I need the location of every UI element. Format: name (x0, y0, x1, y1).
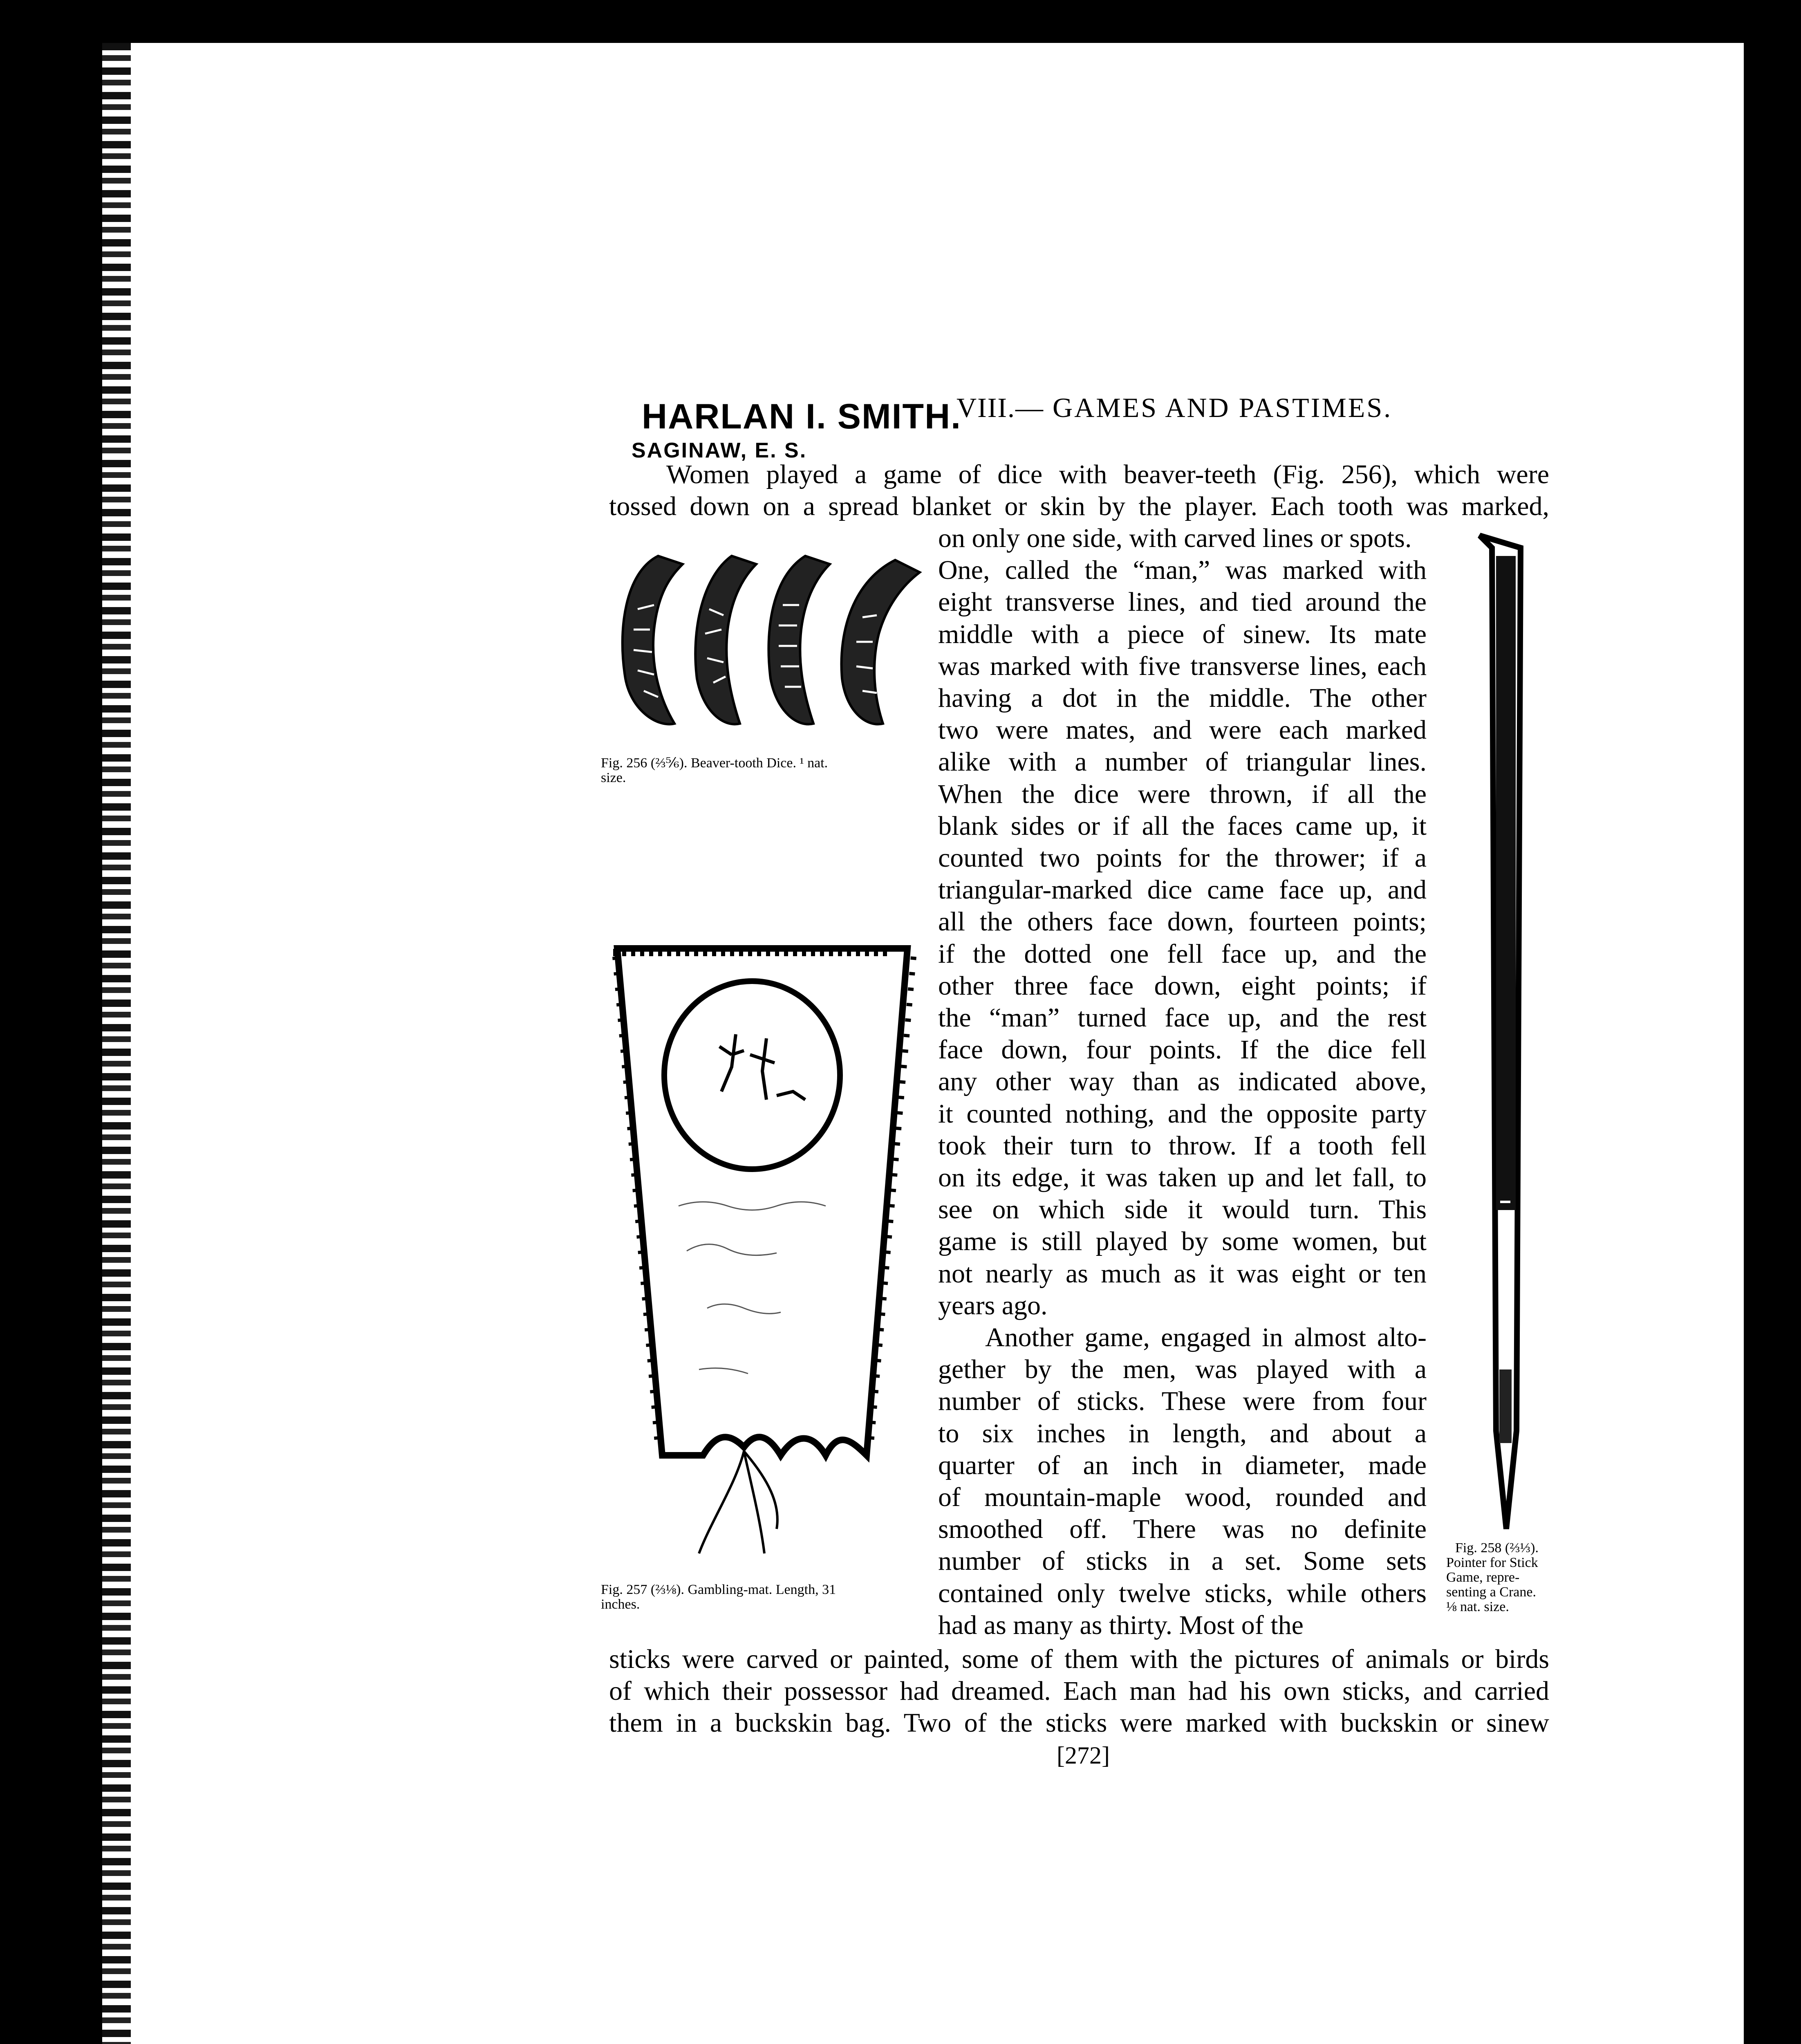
text-line: them in a buckskin bag. Two of the sticks were marked with buckskin or sinew (609, 1708, 1549, 1738)
pointer-stick-figure (1467, 531, 1537, 1537)
text-line: game is still played by some women, but (938, 1226, 1427, 1257)
owner-stamp-place: SAGINAW, E. S. (632, 439, 807, 462)
fig258-caption: senting a Crane. (1446, 1585, 1536, 1600)
text-line: gether by the men, was played with a (938, 1354, 1427, 1385)
gambling-mat-figure (605, 940, 924, 1574)
text-line: One, called the “man,” was marked with (938, 555, 1427, 585)
text-line: Women played a game of dice with beaver-teeth (Fig. 256), which were (666, 459, 1549, 489)
text-line: alike with a number of triangular lines. (938, 747, 1427, 777)
text-line: had as many as thirty. Most of the (938, 1610, 1304, 1640)
fig258-caption: Game, repre- (1446, 1570, 1520, 1585)
text-line: number of sticks in a set. Some sets (938, 1546, 1427, 1576)
text-line: the “man” turned face up, and the rest (938, 1003, 1427, 1033)
text-line: see on which side it would turn. This (938, 1195, 1427, 1225)
text-line: on only one side, with carved lines or spots. (938, 523, 1412, 553)
text-line: on its edge, it was taken up and let fall, to (938, 1163, 1427, 1192)
text-line: was marked with five transverse lines, each (938, 651, 1427, 681)
text-line: of which their possessor had dreamed. Each man had his own sticks, and carried (609, 1676, 1549, 1706)
text-line: number of sticks. These were from four (938, 1386, 1427, 1416)
text-line: other three face down, eight points; if (938, 970, 1427, 1001)
text-line: counted two points for the thrower; if a (938, 843, 1427, 873)
text-line: blank sides or if all the faces came up, it (938, 811, 1427, 841)
text-line: smoothed off. There was no definite (938, 1514, 1427, 1544)
text-line: middle with a piece of sinew. Its mate (938, 619, 1427, 649)
scan-border-right (1744, 0, 1801, 2044)
text-line: quarter of an inch in diameter, made (938, 1450, 1427, 1480)
text-line: all the others face down, fourteen points; (938, 907, 1427, 937)
text-line: years ago. (938, 1290, 1048, 1320)
scan-border-top (0, 0, 1801, 43)
text-line: not nearly as much as it was eight or ten (938, 1258, 1427, 1289)
fig258-caption: ⅛ nat. size. (1446, 1599, 1509, 1614)
text-line: took their turn to throw. If a tooth fell (938, 1130, 1427, 1161)
text-line: to six inches in length, and about a (938, 1418, 1427, 1448)
running-head-title: GAMES AND PASTIMES. (1053, 392, 1393, 423)
text-line: having a dot in the middle. The other (938, 683, 1427, 713)
running-head-section: VIII.— (957, 392, 1044, 423)
book-binding-edge (102, 43, 131, 2044)
text-line: sticks were carved or painted, some of them with the pictures of animals or birds (609, 1644, 1549, 1674)
text-line: face down, four points. If the dice fell (938, 1035, 1427, 1065)
text-line: eight transverse lines, and tied around the (938, 587, 1427, 617)
running-head (957, 392, 1392, 424)
text-line: triangular-marked dice came face up, and (938, 875, 1427, 905)
beaver-tooth-dice-figure (609, 548, 936, 752)
text-line: tossed down on a spread blanket or skin by the player. Each tooth was marked, (609, 491, 1549, 521)
page-number: [272] (1057, 1742, 1110, 1769)
fig258-caption: Fig. 258 (⅔⅓). (1455, 1540, 1539, 1555)
text-line: two were mates, and were each marked (938, 715, 1427, 745)
text-line: any other way than as indicated above, (938, 1067, 1427, 1097)
owner-stamp-name: HARLAN I. SMITH. (642, 397, 962, 436)
fig256-caption: size. (601, 770, 626, 785)
text-line: it counted nothing, and the opposite party (938, 1098, 1427, 1129)
text-line: When the dice were thrown, if all the (938, 779, 1427, 809)
fig256-caption: Fig. 256 (⅔⅚). Beaver-tooth Dice. ¹ nat. (601, 755, 828, 771)
text-line: contained only twelve sticks, while others (938, 1578, 1427, 1608)
text-line: if the dotted one fell face up, and the (938, 939, 1427, 969)
text-line: of mountain-maple wood, rounded and (938, 1482, 1427, 1512)
text-line: Another game, engaged in almost alto- (985, 1322, 1427, 1352)
scan-border-left (0, 0, 102, 2044)
fig257-caption: Fig. 257 (⅔⅛). Gambling-mat. Length, 31 (601, 1582, 836, 1597)
fig257-caption: inches. (601, 1597, 640, 1612)
fig258-caption: Pointer for Stick (1446, 1555, 1538, 1570)
